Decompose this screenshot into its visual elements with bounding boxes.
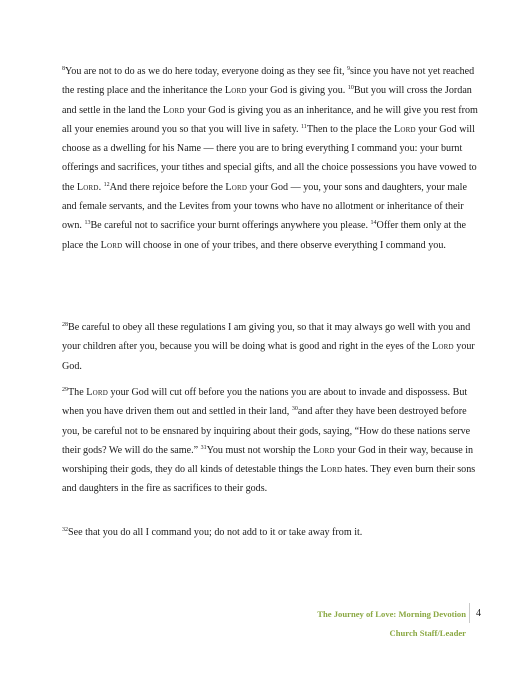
verse-text: Offer them only at the place the	[62, 220, 467, 251]
verse-text: Be careful to obey all these regulations I am giving you, so that it may always go well with you and your children after you, because you will be doing what is good and right in the eyes of the	[62, 322, 471, 353]
divine-name: Lord	[76, 181, 99, 193]
verse-text: And there rejoice before the	[109, 181, 226, 193]
verse-text: and after they have been destroyed before you, be careful not to be ensnared by inquiring about their gods, saying, “How do these nations serve their gods? We will do the same.”	[62, 406, 471, 456]
divine-name: Lord	[312, 444, 335, 456]
divine-name: Lord	[86, 387, 108, 398]
scripture-passage-deut-12-8-14	[62, 62, 480, 255]
verse-number: 31	[200, 444, 207, 451]
verse-text: since you have not yet reached the resting place and the inheritance the	[62, 66, 475, 97]
scripture-passage-deut-12-29-31	[62, 383, 480, 499]
verse-number: 12	[103, 181, 110, 188]
verse-text: You are not to do as we do here today, everyone doing as they see fit,	[65, 66, 347, 77]
verse-number: 28	[62, 322, 68, 328]
divine-name: Lord	[225, 181, 248, 193]
verse-number: 10	[347, 85, 354, 92]
verse-number: 14	[370, 220, 377, 227]
page-number: 4	[476, 608, 481, 619]
divine-name: Lord	[162, 104, 185, 116]
verse-text: your God.	[62, 341, 475, 372]
verse-text: Be careful not to sacrifice your burnt offerings anywhere you please.	[90, 220, 371, 232]
verse-number: 30	[291, 406, 298, 413]
verse-text: your God in their way, because in worshiping their gods, they do all kinds of detestable things the	[62, 444, 474, 476]
verse-number: 29	[62, 387, 68, 393]
verse-number: 13	[84, 220, 91, 227]
verse-text: See that you do all I command you; do not add to it or take away from it.	[68, 527, 363, 538]
divine-name: Lord	[100, 239, 123, 251]
verse-text: But you will cross the Jordan and settle in the land the	[62, 85, 472, 116]
verse-text: Then to the place the	[306, 123, 394, 135]
verse-number: 9	[347, 66, 350, 72]
page-footer	[317, 605, 466, 643]
scripture-passage-deut-12-32	[62, 523, 480, 542]
verse-text: your God will choose as a dwelling for his Name — there you are to bring everything I command you: your burnt offerings and sacrifices, your tithes and special gifts, and all the choice possessions you have vowed to the	[62, 123, 477, 193]
verse-text: The	[68, 387, 87, 398]
divine-name: Lord	[432, 341, 454, 353]
verse-text: hates. They even burn their sons and daughters in the fire as sacrifices to their gods.	[62, 464, 476, 495]
verse-text: will choose in one of your tribes, and there observe everything I command you.	[122, 239, 446, 251]
verse-text: your God — you, your sons and daughters, your male and female servants, and the Levites from your towns who have no allotment or inheritance of their own.	[62, 181, 467, 232]
verse-number: 32	[62, 527, 68, 533]
footer-subtitle: Church Staff/Leader	[389, 628, 466, 638]
verse-text: .	[98, 181, 104, 193]
verse-text: your God is giving you.	[246, 85, 348, 97]
divine-name: Lord	[320, 464, 343, 476]
scripture-passage-deut-12-28	[62, 318, 480, 376]
divine-name: Lord	[224, 85, 247, 97]
footer-title: The Journey of Love: Morning Devotion	[317, 609, 466, 619]
footer-divider	[469, 603, 470, 623]
verse-number: 8	[62, 66, 65, 72]
verse-number: 11	[301, 123, 307, 130]
verse-text: your God is giving you as an inheritance, and he will give you rest from all your enemies around you so that you will live in safety.	[62, 104, 478, 135]
verse-text: your God will cut off before you the nations you are about to invade and dispossess. But when you have driven them out and settled in their land,	[62, 387, 468, 418]
verse-text: You must not worship the	[206, 444, 313, 456]
divine-name: Lord	[393, 123, 416, 135]
